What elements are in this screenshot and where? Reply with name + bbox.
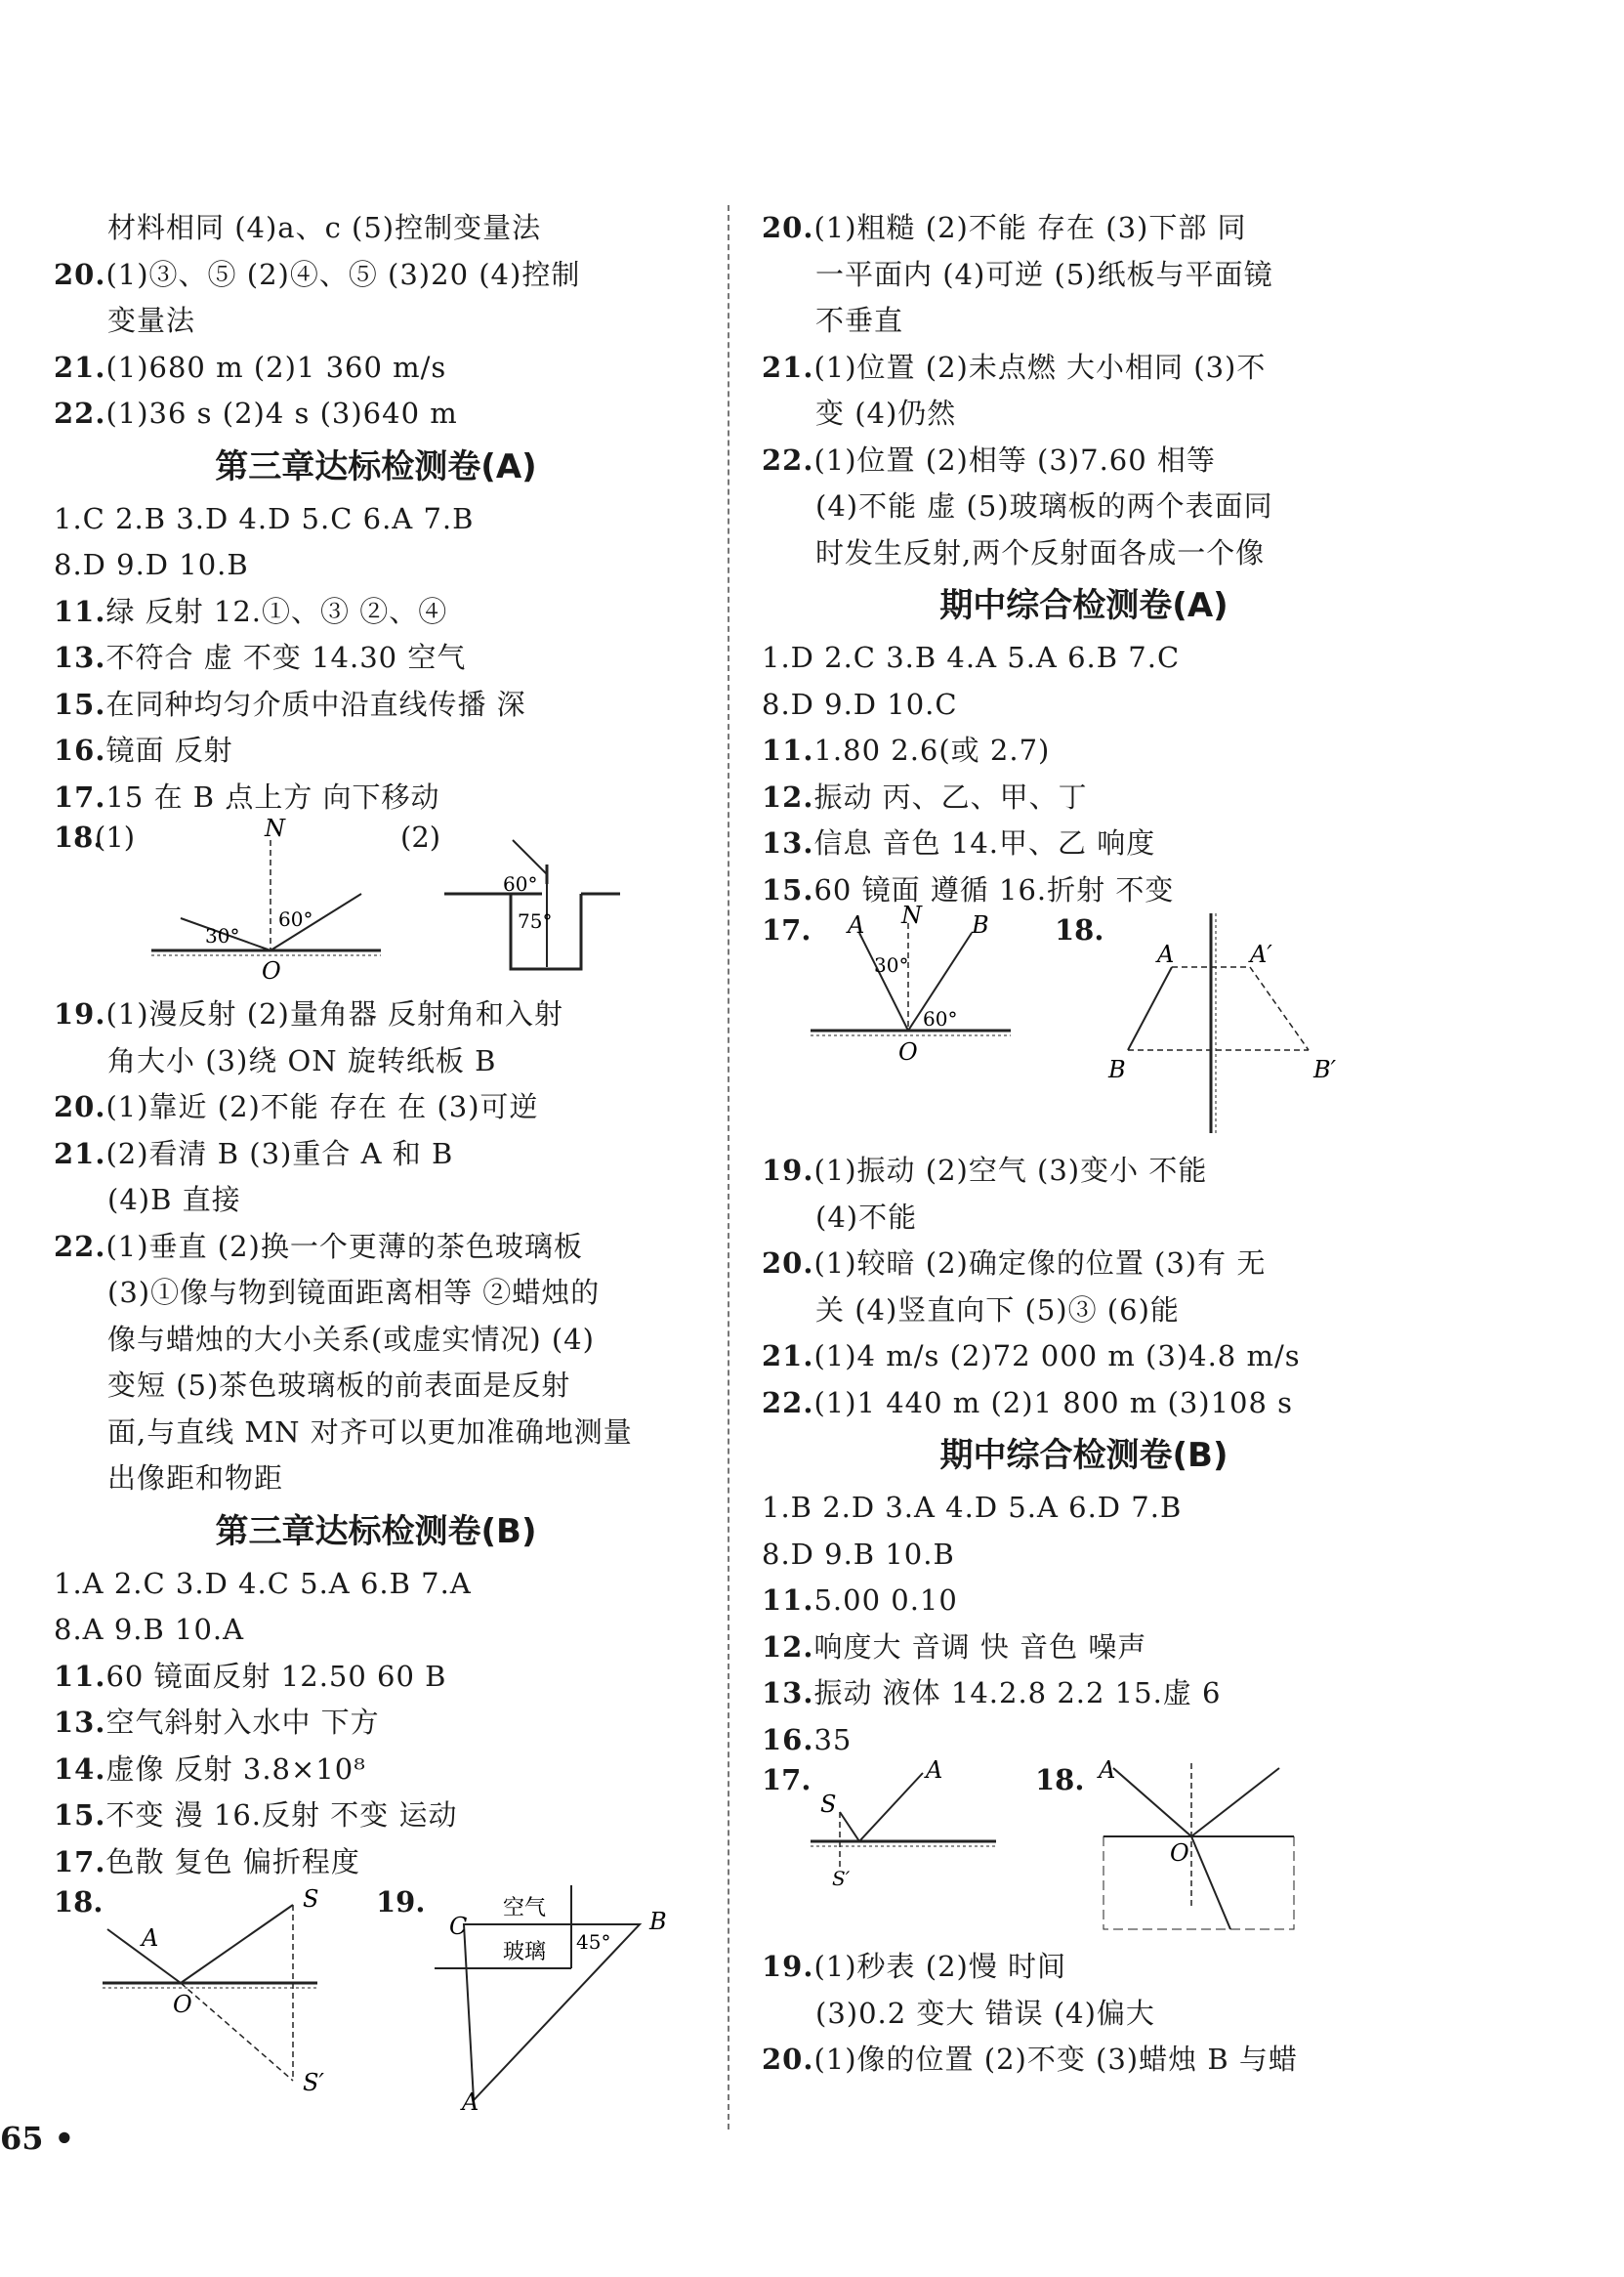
question-number: 19. xyxy=(762,1154,814,1187)
answer-line xyxy=(54,1317,698,1364)
fig18-sub2: (2) xyxy=(400,821,441,854)
answer-line xyxy=(54,1607,698,1654)
answer-line xyxy=(54,1455,698,1502)
answer-line xyxy=(762,1944,1406,1991)
question-number: 13. xyxy=(762,826,814,860)
answer-line xyxy=(54,775,698,822)
question-number: 17. xyxy=(54,1844,106,1878)
answer-text: 1.B 2.D 3.A 4.D 5.A 6.D 7.B xyxy=(762,1491,1183,1524)
answer-line xyxy=(762,1241,1406,1287)
answer-line xyxy=(762,1991,1406,2038)
answer-line xyxy=(762,205,1406,252)
question-number: 11. xyxy=(762,1583,814,1617)
label-A-17: A xyxy=(848,911,865,939)
answer-line xyxy=(762,1624,1406,1671)
answer-text: (1)位置 (2)未点燃 大小相同 (3)不 xyxy=(813,350,1267,384)
answer-line xyxy=(54,1654,698,1701)
answer-line xyxy=(54,496,698,543)
answer-text: (1)较暗 (2)确定像的位置 (3)有 无 xyxy=(813,1246,1267,1280)
answer-line xyxy=(54,635,698,682)
answer-line xyxy=(762,635,1406,682)
answer-line xyxy=(762,298,1406,345)
question-number: 12. xyxy=(762,780,814,814)
answer-text: 8.A 9.B 10.A xyxy=(54,1613,245,1646)
answer-line xyxy=(762,1485,1406,1532)
angle-60b: 60° xyxy=(503,872,538,896)
answer-text: 60 镜面 遵循 16.折射 不变 xyxy=(813,872,1175,907)
answer-line xyxy=(762,1333,1406,1380)
fig17-num: 17. xyxy=(762,913,812,947)
label-air: 空气 xyxy=(503,1896,547,1920)
answer-line xyxy=(54,298,698,345)
ray-from-S xyxy=(181,1905,293,1983)
question-number: 15. xyxy=(54,687,106,721)
question-number: 20. xyxy=(54,257,106,291)
fig18-diagram xyxy=(54,815,698,991)
answer-line xyxy=(762,1578,1406,1624)
angle-60: 60° xyxy=(278,907,313,931)
answer-text: 变 (4)仍然 xyxy=(815,397,957,430)
answer-text: 响度大 音调 快 音色 噪声 xyxy=(813,1629,1147,1664)
question-number: 13. xyxy=(54,641,106,674)
answer-line xyxy=(54,1363,698,1410)
fig18b-num-r: 18. xyxy=(1035,1763,1085,1796)
answer-text: (2)看清 B (3)重合 A 和 B xyxy=(105,1136,454,1170)
angle-45: 45° xyxy=(576,1930,611,1954)
right-block-b xyxy=(762,635,1406,913)
incident-17 xyxy=(859,933,908,1031)
label-N-17: N xyxy=(901,902,922,929)
question-number: 17. xyxy=(54,780,106,814)
answer-text: (1)垂直 (2)换一个更薄的茶色玻璃板 xyxy=(105,1229,583,1263)
answer-text: 8.D 9.B 10.B xyxy=(762,1537,955,1571)
fig18-num-r: 18. xyxy=(1055,913,1104,947)
answer-text: (1)秒表 (2)慢 时间 xyxy=(813,1950,1067,1983)
fig18-num: 18. xyxy=(54,821,104,854)
question-number: 22. xyxy=(762,443,814,477)
image-AB xyxy=(1250,967,1309,1050)
answer-line xyxy=(54,1270,698,1317)
question-number: 11. xyxy=(762,734,814,767)
question-number: 20. xyxy=(762,211,814,244)
answer-text: 信息 音色 14.甲、乙 响度 xyxy=(813,826,1156,860)
left-block-b xyxy=(54,496,698,822)
answer-text: (1)1 440 m (2)1 800 m (3)108 s xyxy=(813,1385,1294,1419)
answer-text: 35 xyxy=(813,1722,853,1756)
left-block-a xyxy=(54,205,698,438)
heading-ch3-b: 第三章达标检测卷(B) xyxy=(215,1511,537,1551)
answer-text: (1)靠近 (2)不能 存在 在 (3)可逆 xyxy=(105,1090,539,1123)
answer-line xyxy=(762,1670,1406,1717)
answer-text: 1.80 2.6(或 2.7) xyxy=(813,734,1051,767)
label-Aprime-18: A′ xyxy=(1250,941,1272,968)
answer-line xyxy=(762,484,1406,530)
answer-text: (1)位置 (2)相等 (3)7.60 相等 xyxy=(813,443,1216,477)
answer-line xyxy=(54,1410,698,1456)
answer-line xyxy=(54,1561,698,1608)
label-B-18: B xyxy=(1108,1056,1126,1083)
answer-text: (1)漫反射 (2)量角器 反射角和入射 xyxy=(105,997,564,1031)
figure-17-18-midterm-b xyxy=(762,1756,1406,1944)
label-A-18: A xyxy=(1157,941,1175,968)
answer-text: 1.A 2.C 3.D 4.C 5.A 6.B 7.A xyxy=(54,1566,472,1600)
glass-prism xyxy=(464,1924,640,2100)
label-S-17b: S xyxy=(820,1791,837,1818)
answer-line xyxy=(762,1287,1406,1334)
label-O-18b: O xyxy=(1170,1839,1189,1867)
answer-text: 8.D 9.D 10.C xyxy=(762,687,958,721)
fig18b-num: 18. xyxy=(54,1885,104,1919)
figure-17-18-midterm-a xyxy=(762,902,1406,1148)
label-A: A xyxy=(142,1924,159,1952)
answer-text: (4)B 直接 xyxy=(107,1183,241,1216)
answer-line xyxy=(54,1747,698,1793)
answer-text: 色散 复色 偏折程度 xyxy=(105,1844,360,1878)
answer-text: 振动 丙、乙、甲、丁 xyxy=(813,780,1088,814)
answer-line xyxy=(54,682,698,729)
answer-line xyxy=(54,391,698,438)
label-glass: 玻璃 xyxy=(503,1940,547,1964)
label-B-17: B xyxy=(972,911,989,939)
heading-midterm-b: 期中综合检测卷(B) xyxy=(939,1436,1228,1475)
label-O: O xyxy=(262,957,281,985)
fig17b-num: 17. xyxy=(762,1763,812,1796)
left-block-c xyxy=(54,991,698,1502)
answer-text: (3)0.2 变大 错误 (4)偏大 xyxy=(815,1996,1155,2030)
answer-line xyxy=(762,1717,1406,1764)
question-number: 16. xyxy=(54,734,106,767)
answer-line xyxy=(54,1700,698,1747)
answer-text: 在同种均匀介质中沿直线传播 深 xyxy=(105,687,526,721)
answer-text: 时发生反射,两个反射面各成一个像 xyxy=(815,535,1266,569)
question-number: 15. xyxy=(54,1798,106,1832)
figure-18-reflection xyxy=(54,815,698,991)
angle-75: 75° xyxy=(518,909,553,933)
answer-line xyxy=(762,728,1406,775)
answer-text: 1.C 2.B 3.D 4.D 5.C 6.A 7.B xyxy=(54,501,475,535)
left-block-d xyxy=(54,1561,698,1886)
fig19-num: 19. xyxy=(376,1885,426,1919)
question-number: 21. xyxy=(762,350,814,384)
answer-text: 镜面 反射 xyxy=(105,734,233,767)
answer-text: 绿 反射 12.①、③ ②、④ xyxy=(105,594,448,628)
answer-text: 15 在 B 点上方 向下移动 xyxy=(105,780,440,814)
question-number: 19. xyxy=(762,1950,814,1983)
answer-line xyxy=(762,1195,1406,1242)
answer-line xyxy=(762,867,1406,914)
answer-text: 不垂直 xyxy=(815,304,904,337)
question-number: 11. xyxy=(54,1659,106,1693)
answer-line xyxy=(54,345,698,392)
answer-line xyxy=(762,1380,1406,1427)
answer-line xyxy=(54,1224,698,1271)
right-block-e xyxy=(762,1944,1406,2084)
answer-line xyxy=(54,542,698,589)
question-number: 19. xyxy=(54,997,106,1031)
question-number: 13. xyxy=(762,1676,814,1709)
answer-text: (4)不能 xyxy=(815,1200,918,1234)
answer-text: 虚像 反射 3.8×10⁸ xyxy=(105,1751,366,1786)
heading-midterm-a: 期中综合检测卷(A) xyxy=(939,586,1228,625)
left-column xyxy=(54,205,698,2116)
answer-line xyxy=(54,728,698,775)
label-C: C xyxy=(449,1913,468,1940)
ray-A xyxy=(859,1773,923,1841)
answer-text: 出像距和物距 xyxy=(107,1461,284,1495)
angle-60-17: 60° xyxy=(923,1007,958,1031)
answer-text: 不变 漫 16.反射 不变 运动 xyxy=(105,1798,458,1832)
answer-text: (1)③、⑤ (2)④、⑤ (3)20 (4)控制 xyxy=(105,257,581,291)
answer-text: (1)680 m (2)1 360 m/s xyxy=(105,350,447,384)
label-A-17b: A xyxy=(926,1756,943,1784)
answer-line xyxy=(54,205,698,252)
answer-line xyxy=(762,391,1406,438)
answer-text: (1)像的位置 (2)不变 (3)蜡烛 B 与蜡 xyxy=(813,2043,1298,2076)
answer-line xyxy=(54,1038,698,1085)
answer-line xyxy=(54,1084,698,1131)
fig18b-19-diagram xyxy=(54,1885,698,2116)
question-number: 16. xyxy=(762,1722,814,1756)
right-block-a xyxy=(762,205,1406,576)
label-Bprime-18: B′ xyxy=(1313,1056,1337,1083)
ray-S xyxy=(840,1812,859,1841)
answer-line xyxy=(54,589,698,636)
question-number: 20. xyxy=(762,2043,814,2076)
label-Sprime-17b: S′ xyxy=(832,1867,851,1890)
answer-line xyxy=(762,2037,1406,2084)
figure-18-19 xyxy=(54,1885,698,2116)
label-N: N xyxy=(265,815,285,842)
reflected-18b xyxy=(1191,1768,1279,1836)
answer-text: 8.D 9.D 10.B xyxy=(54,548,249,581)
answer-line xyxy=(54,252,698,299)
fig18-sub1: (1) xyxy=(95,821,136,854)
sun-ray xyxy=(513,840,547,874)
answer-line xyxy=(54,1839,698,1886)
answer-text: 空气斜射入水中 下方 xyxy=(105,1706,380,1739)
label-A-18b: A xyxy=(1099,1756,1116,1784)
answer-line xyxy=(762,1532,1406,1579)
question-number: 21. xyxy=(54,1136,106,1170)
question-number: 22. xyxy=(762,1385,814,1419)
question-number: 22. xyxy=(54,1229,106,1263)
answer-line xyxy=(54,1131,698,1178)
label-O-17: O xyxy=(898,1038,918,1066)
answer-line xyxy=(762,775,1406,822)
question-number: 13. xyxy=(54,1706,106,1739)
answer-text: (1)4 m/s (2)72 000 m (3)4.8 m/s xyxy=(813,1339,1301,1372)
question-number: 20. xyxy=(54,1090,106,1123)
answer-text: 1.D 2.C 3.B 4.A 5.A 6.B 7.C xyxy=(762,641,1181,674)
heading-ch3-a: 第三章达标检测卷(A) xyxy=(215,446,537,486)
virtual-ray xyxy=(181,1983,293,2081)
answer-text: 一平面内 (4)可逆 (5)纸板与平面镜 xyxy=(815,257,1273,291)
question-number: 15. xyxy=(762,872,814,907)
label-S-prime: S′ xyxy=(303,2069,324,2096)
incident-18b xyxy=(1113,1768,1191,1836)
label-S: S xyxy=(303,1885,319,1913)
fig17b-18b-diagram xyxy=(762,1756,1406,1944)
answer-line xyxy=(762,530,1406,577)
answer-text: 变短 (5)茶色玻璃板的前表面是反射 xyxy=(107,1369,571,1402)
question-number: 21. xyxy=(762,1339,814,1372)
answer-line xyxy=(54,1792,698,1839)
answer-text: 像与蜡烛的大小关系(或虚实情况) (4) xyxy=(107,1322,595,1356)
answer-text: 材料相同 (4)a、c (5)控制变量法 xyxy=(107,211,542,244)
page-number: 65 • xyxy=(0,2120,75,2157)
question-number: 20. xyxy=(762,1246,814,1280)
question-number: 14. xyxy=(54,1751,106,1786)
question-number: 22. xyxy=(54,397,106,430)
answer-line xyxy=(762,821,1406,867)
answer-text: (4)不能 虚 (5)玻璃板的两个表面同 xyxy=(815,489,1273,523)
answer-text: 关 (4)竖直向下 (5)③ (6)能 xyxy=(815,1292,1180,1327)
answer-text: 60 镜面反射 12.50 60 B xyxy=(105,1659,447,1693)
answer-line xyxy=(54,991,698,1038)
answer-line xyxy=(762,345,1406,392)
answer-line xyxy=(762,1148,1406,1195)
column-divider xyxy=(728,205,729,2129)
refracted-18b xyxy=(1191,1836,1230,1929)
label-A2: A xyxy=(462,2088,479,2116)
right-block-c xyxy=(762,1148,1406,1426)
answer-line xyxy=(762,252,1406,299)
answer-text: 面,与直线 MN 对齐可以更加准确地测量 xyxy=(107,1414,633,1449)
object-AB xyxy=(1128,967,1172,1050)
answer-text: (1)36 s (2)4 s (3)640 m xyxy=(105,397,458,430)
water-area xyxy=(1103,1836,1294,1929)
angle-30: 30° xyxy=(205,924,240,948)
answer-text: 不符合 虚 不变 14.30 空气 xyxy=(105,641,467,674)
label-B: B xyxy=(649,1908,667,1935)
answer-line xyxy=(762,682,1406,729)
right-block-d xyxy=(762,1485,1406,1763)
answer-line xyxy=(762,438,1406,485)
answer-text: 振动 液体 14.2.8 2.2 15.虚 6 xyxy=(813,1676,1222,1709)
answer-text: 角大小 (3)绕 ON 旋转纸板 B xyxy=(107,1043,497,1077)
question-number: 12. xyxy=(762,1629,814,1664)
answer-text: (1)粗糙 (2)不能 存在 (3)下部 同 xyxy=(813,211,1247,244)
answer-text: 5.00 0.10 xyxy=(813,1583,958,1617)
angle-30-17: 30° xyxy=(874,953,909,977)
question-number: 21. xyxy=(54,350,106,384)
answer-text: (1)振动 (2)空气 (3)变小 不能 xyxy=(813,1154,1208,1187)
question-number: 11. xyxy=(54,594,106,628)
right-column xyxy=(762,205,1406,2084)
answer-text: (3)①像与物到镜面距离相等 ②蜡烛的 xyxy=(107,1276,601,1309)
answer-text: 变量法 xyxy=(107,304,196,337)
answer-line xyxy=(54,1177,698,1224)
label-O-b: O xyxy=(173,1991,192,2018)
fig17-18-diagram xyxy=(762,902,1406,1148)
